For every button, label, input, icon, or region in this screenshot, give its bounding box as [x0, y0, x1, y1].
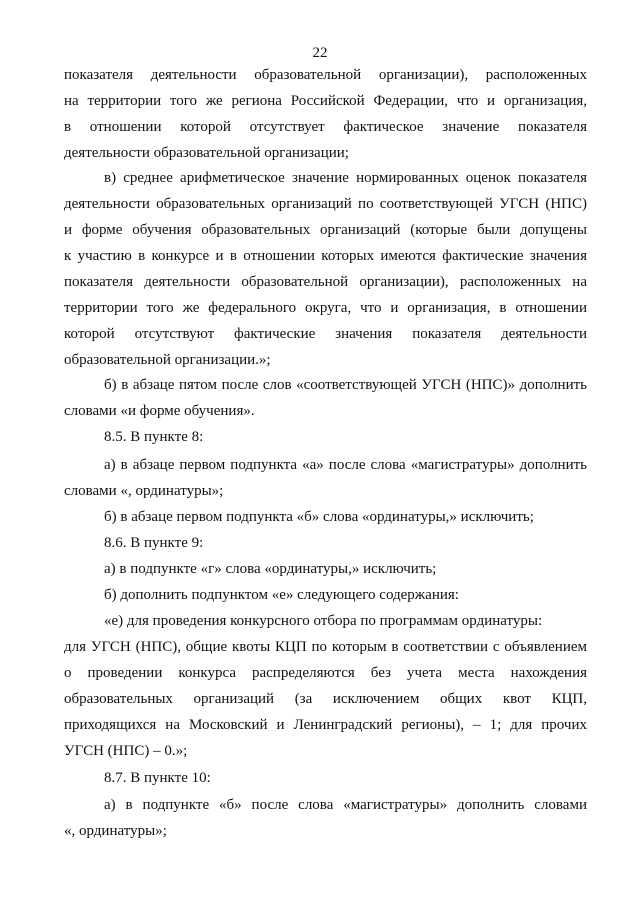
text-line: а) в подпункте «б» после слова «магистратуры» дополнить словами [104, 797, 587, 813]
text-line: б) в абзаце первом подпункта «б» слова «ординатуры,» исключить; [104, 509, 534, 525]
paragraph-continuation [64, 62, 587, 166]
text-line: о проведении конкурса распределяются без учета места нахождения [64, 665, 587, 681]
text-line: на территории того же региона Российской Федерации, что и организация, [64, 93, 587, 109]
paragraph-8-5-b [64, 504, 587, 530]
text-line: в отношении которой отсутствует фактическое значение показателя [64, 119, 587, 135]
paragraph-8-5-a [64, 452, 587, 504]
text-line: которой отсутствуют фактические значения показателя деятельности [64, 326, 587, 342]
page-number: 22 [312, 45, 328, 61]
section-8-7 [64, 765, 587, 791]
text-line: деятельности образовательной организации; [64, 145, 349, 161]
paragraph-8-6-a [64, 556, 587, 582]
text-line: для УГСН (НПС), общие квоты КЦП по которым в соответствии с объявлением [64, 639, 587, 655]
text-line: УГСН (НПС) – 0.»; [64, 743, 188, 759]
paragraph-8-6-b [64, 582, 587, 608]
text-line: б) дополнить подпунктом «е» следующего содержания: [104, 587, 459, 603]
text-line: б) в абзаце пятом после слов «соответствующей УГСН (НПС)» дополнить [104, 377, 587, 393]
text-line: к участию в конкурсе и в отношении которых имеются фактические значения [64, 248, 587, 264]
text-line: образовательной организации.»; [64, 352, 271, 368]
text-line: приходящихся на Московский и Ленинградский регионы), – 1; для прочих [64, 717, 587, 733]
section-8-5 [64, 424, 587, 450]
text-line: словами «, ординатуры»; [64, 483, 224, 499]
text-line: а) в подпункте «г» слова «ординатуры,» исключить; [104, 561, 437, 577]
text-line: 8.7. В пункте 10: [104, 770, 211, 786]
text-line: территории того же федерального округа, что и организация, в отношении [64, 300, 587, 316]
text-line: показателя деятельности образовательной организации), расположенных [64, 67, 587, 83]
text-line: а) в абзаце первом подпункта «а» после слова «магистратуры» дополнить [104, 457, 587, 473]
section-8-6 [64, 530, 587, 556]
paragraph-b-abzac [64, 372, 587, 424]
paragraph-8-7-a [64, 792, 587, 844]
text-line: 8.5. В пункте 8: [104, 429, 204, 445]
text-line: показателя деятельности образовательной организации), расположенных на [64, 274, 587, 290]
text-line: и форме обучения образовательных организаций (которые были допущены [64, 222, 587, 238]
text-line: деятельности образовательных организаций по соответствующей УГСН (НПС) [64, 196, 587, 212]
text-line: «, ординатуры»; [64, 823, 167, 839]
text-line: образовательных организаций (за исключением общих квот КЦП, [64, 691, 587, 707]
text-line: словами «и форме обучения». [64, 403, 255, 419]
text-line: «е) для проведения конкурсного отбора по программам ординатуры: [104, 613, 543, 629]
paragraph-v [64, 165, 587, 373]
text-line: 8.6. В пункте 9: [104, 535, 204, 551]
text-line: в) среднее арифметическое значение нормированных оценок показателя [104, 170, 587, 186]
paragraph-8-6-e [64, 608, 587, 764]
